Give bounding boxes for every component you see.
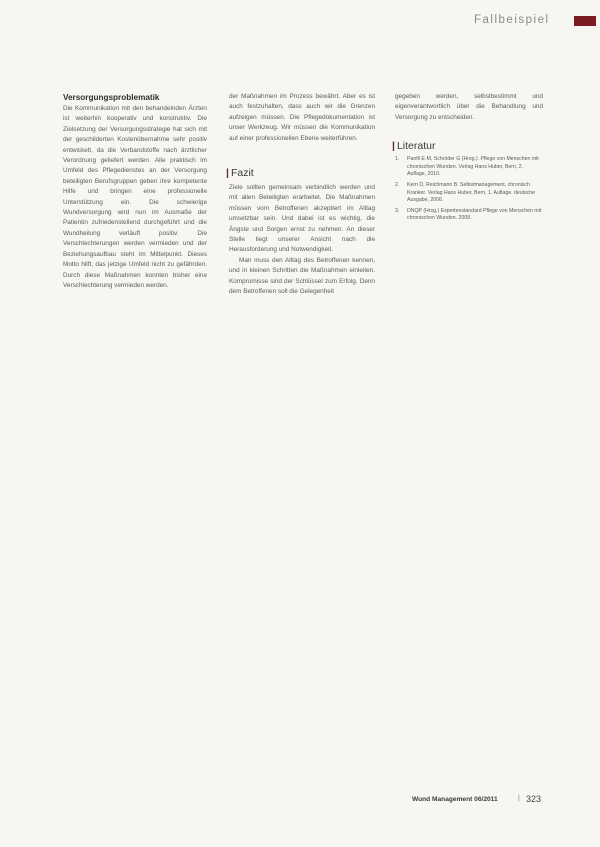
reference-item xyxy=(395,156,543,179)
reference-number: 2. xyxy=(395,182,400,188)
body-paragraph: Man muss den Alltag des Betroffenen kennen, und in kleinen Schritten die Maßnahmen einleiten. Kompromisse sind der Schlüssel zum Erfolg. Denn dem Betroffenen soll die Gelegenheit xyxy=(229,256,375,296)
footer-separator: | xyxy=(518,795,520,802)
page-number: 323 xyxy=(526,794,542,804)
body-paragraph: gegeben werden, selbstbestimmt und eigenverantwortlich über die Behandlung und Versorgung zu entscheiden. xyxy=(395,93,543,121)
reference-text: DNQP (Hrsg.) Expertenstandard Pflege von Menschen mit chronischen Wunden. 2008. xyxy=(407,207,542,222)
subheading-versorgungsproblematik: Versorgungsproblematik xyxy=(63,93,160,102)
section-heading-literatur: | Literatur xyxy=(392,140,436,153)
reference-item xyxy=(395,208,543,223)
section-heading-fazit: | Fazit xyxy=(226,167,254,180)
section-color-mark xyxy=(574,16,596,26)
reference-list xyxy=(395,156,543,223)
body-paragraph: der Maßnahmen im Prozess bewährt. Aber es ist auch festzuhalten, dass auch wir die Grenzen aufzeigen müssen. Die Pflegedokumentation ist unser Werkzeug. Wir müssen die Kommunikation auf einer professionellen Ebene weiterführen. xyxy=(229,93,375,142)
footer-journal-title: Wund Management 06/2011 xyxy=(412,796,498,803)
reference-number: 3. xyxy=(395,207,400,214)
column-3 xyxy=(392,92,543,226)
section-label: Fallbeispiel xyxy=(474,14,550,26)
body-paragraph: Ziele sollten gemeinsam verbindlich werden und mit allen Beteiligten erarbeitet. Die Maßnahmen müssen vom Betroffenen akzeptiert im Alltag umsetzbar sein. Und dabei ist es wichtig, die Ängste und Sorgen ernst zu nehmen. An dieser Stelle liegt unserer Ansicht nach die Herausforderung und Notwendigkeit. xyxy=(229,184,375,254)
section-heading-text: Literatur xyxy=(396,140,436,153)
reference-number: 1. xyxy=(395,156,400,163)
reference-text: Kern D, Reichmann B. Selbstmanagement, chronisch Kranker. Verlag Hans Huber, Bern, 1. Auflage. deutsche Ausgabe, 2006. xyxy=(407,182,536,204)
reference-item xyxy=(395,182,543,205)
column-2 xyxy=(226,92,375,298)
body-paragraph: Die Kommunikation mit den behandelnden Ärzten ist weiterhin kooperativ und konstruktiv. Die Zielsetzung der Versorgungsstrategie hat sich mit der geschilderten Kostenübernahme sehr positiv entwickelt, da die Verbandstoffe nach ärztlicher Verordnung geliefert werden. Alle praktisch im Umfeld des Pflegedienstes an der Versorgung beteiligten Berufsgruppen geben ihre kompetente Hilfe und bringen eine professionelle Unterstützung ein. Die schwierige Wundversorgung wird nun im Ausmaße der Patientin zufriedenstellend durchgeführt und die Wundheilung verläuft positiv. Die Verschlechterungen werden vermieden und der Beziehungsaufbau steht im Mittelpunkt. Dieses Motto hilft, das jetzige Umfeld nicht zu gefährden. Durch diese Maßnahmen konnten bisher eine Verschlechterung vermieden werden. xyxy=(63,105,207,289)
reference-text: Panfil E-M, Schröder G (Hrsg.). Pflege von Menschen mit chronischen Wunden. Verlag Hans Huber, Bern, 2. Auflage, 2010. xyxy=(407,156,539,178)
section-heading-text: Fazit xyxy=(230,167,254,180)
column-1 xyxy=(63,92,207,291)
